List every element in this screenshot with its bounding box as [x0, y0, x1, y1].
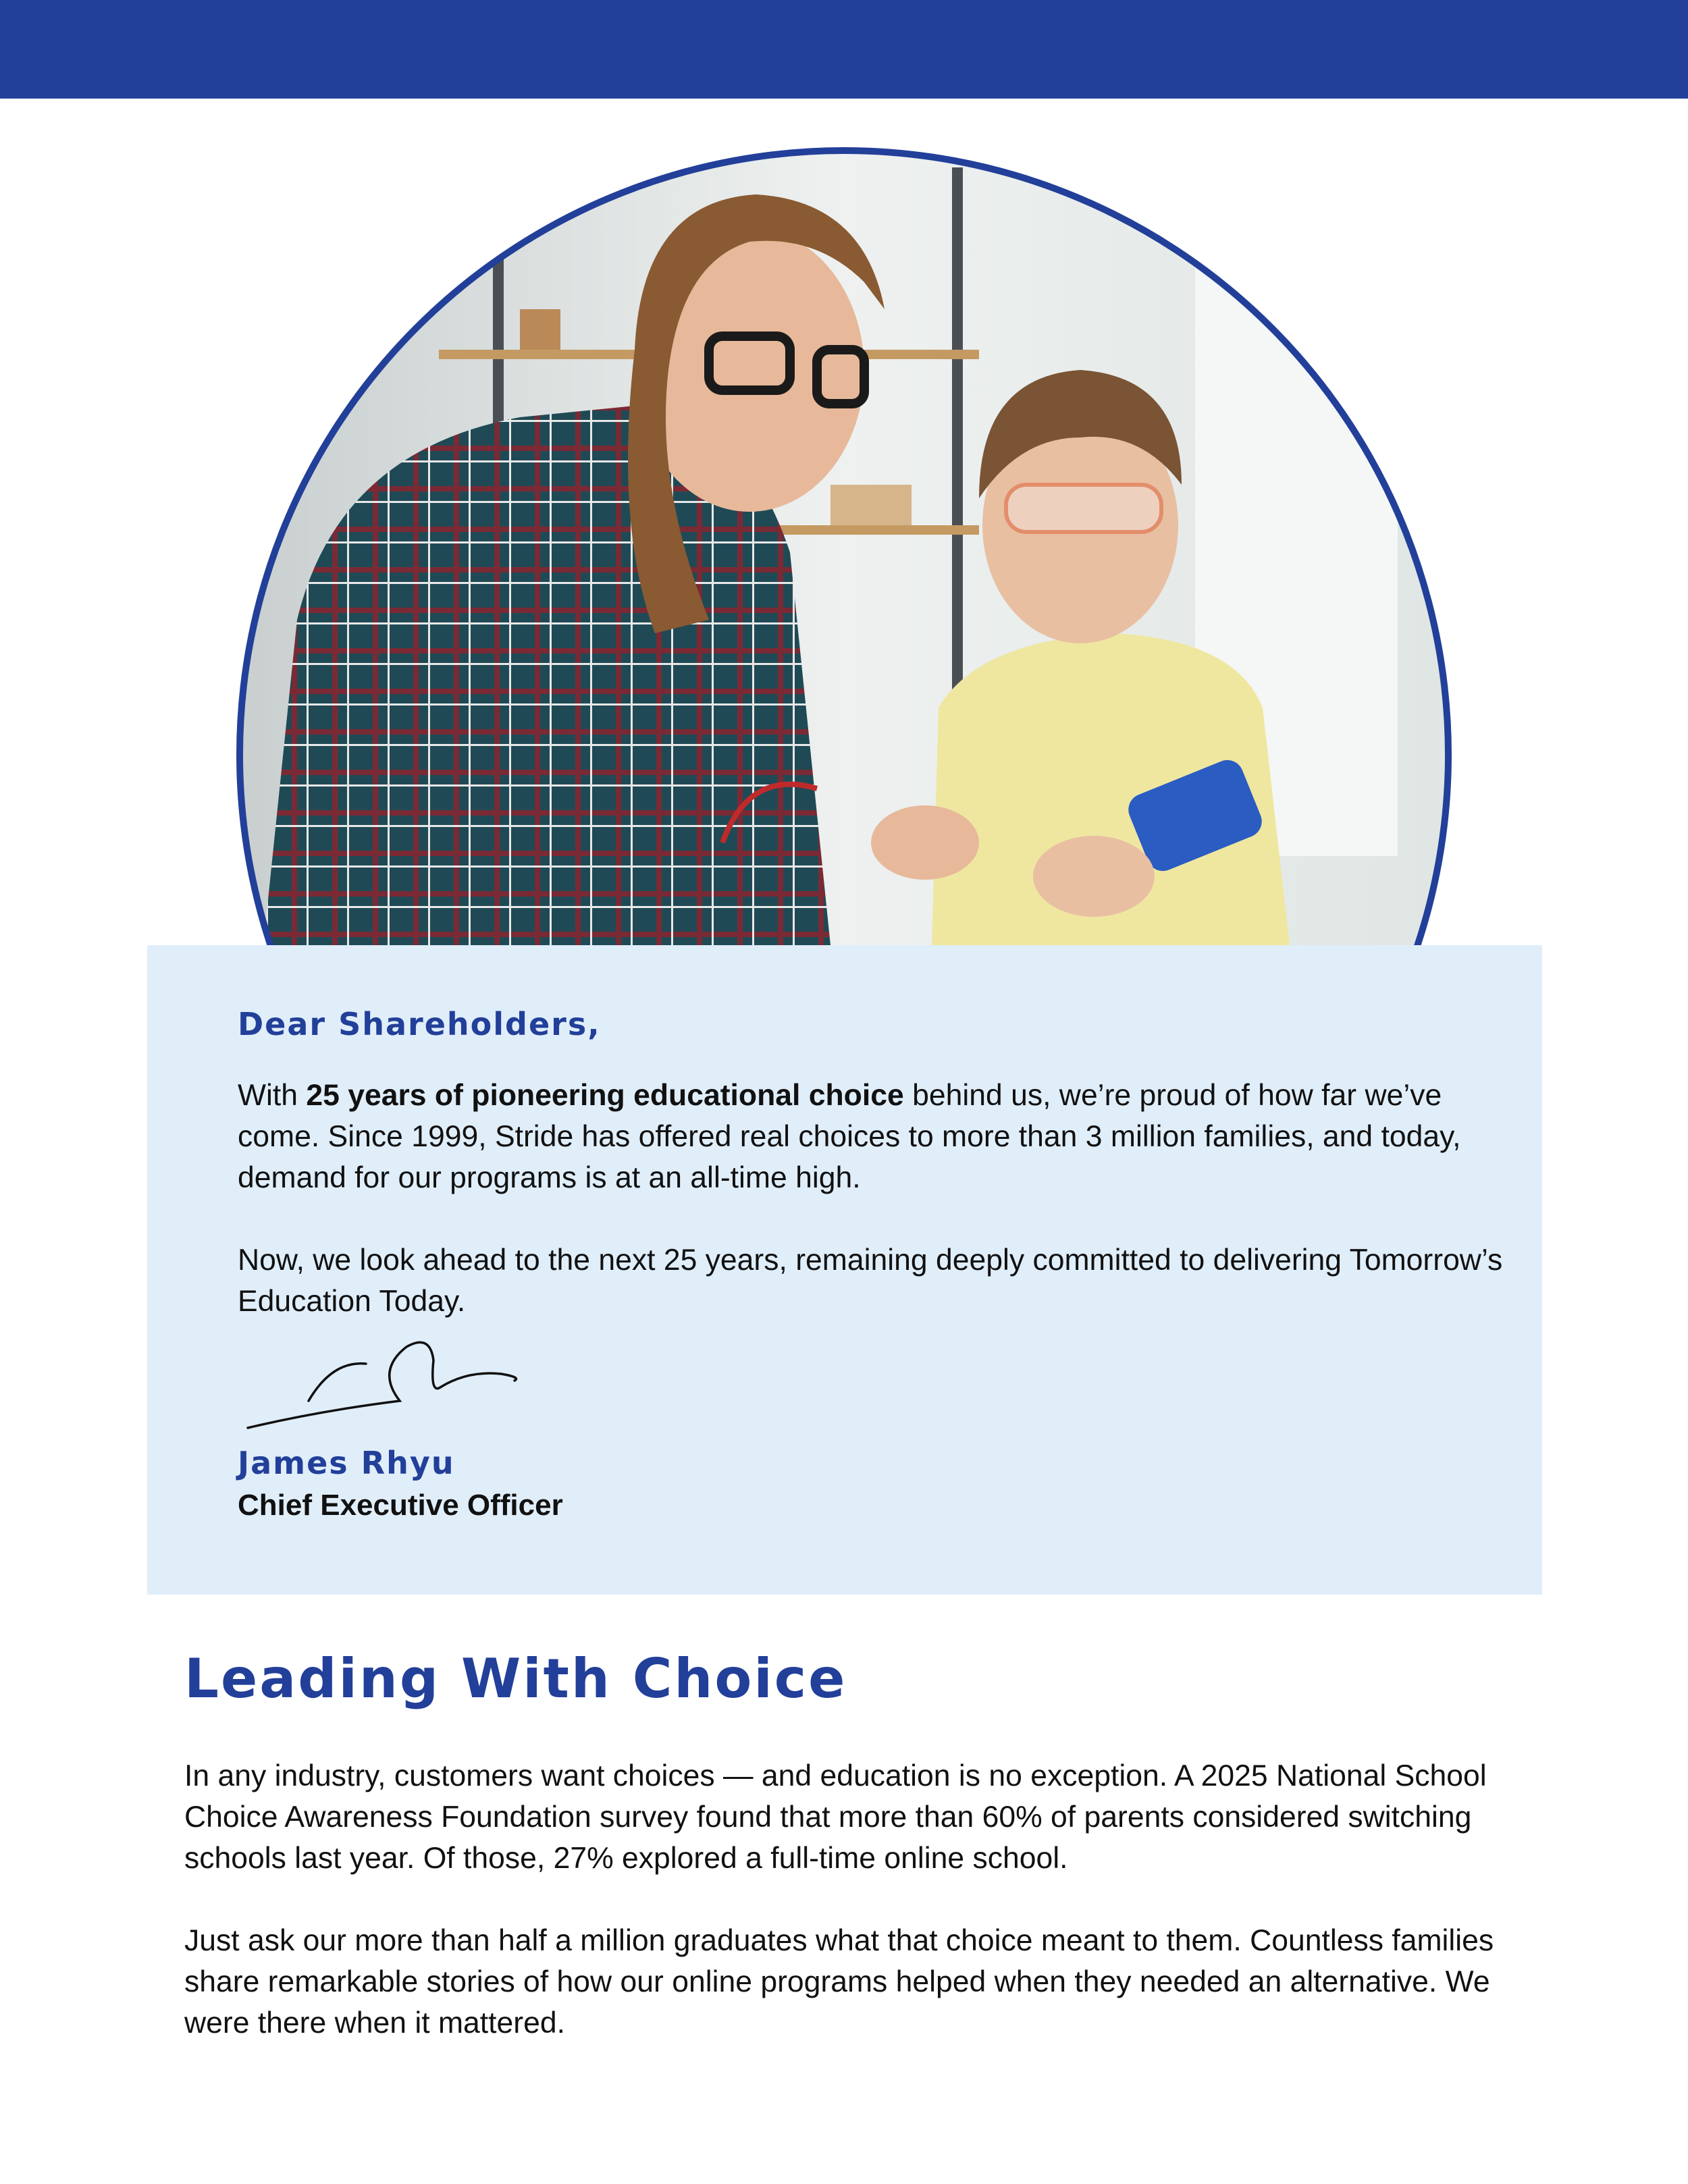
- signer-title: Chief Executive Officer: [238, 1489, 563, 1522]
- letter-p1-bold: 25 years of pioneering educational choice: [306, 1079, 904, 1112]
- letter-p1-lead: With: [238, 1079, 307, 1112]
- letter-greeting: Dear Shareholders,: [238, 1006, 601, 1042]
- section-paragraph-2: Just ask our more than half a million graduates what that choice meant to them. Countless families share remarkable stories of how our online programs helped when they needed an alternative. We were there when it mattered.: [184, 1924, 1494, 2040]
- signer-name: James Rhyu: [238, 1445, 455, 1481]
- letter-paragraph-1: [238, 1075, 1507, 1198]
- letter-p1-rest: behind us, we’re proud of how far we’ve come. Since 1999, Stride has offered real choices to more than 3 million families, and today, demand for our programs is at an all-time high.: [238, 1079, 1461, 1194]
- letter-paragraph-2: Now, we look ahead to the next 25 years, remaining deeply committed to delivering Tomorrow’s Education Today.: [238, 1244, 1503, 1318]
- section-heading: Leading With Choice: [184, 1647, 847, 1710]
- teacher-and-student-photo: [236, 147, 1452, 945]
- section-paragraph-1: In any industry, customers want choices — and education is no exception. A 2025 National School Choice Awareness Foundation survey found that more than 60% of parents considered switching schools last year. Of those, 27% explored a full-time online school.: [184, 1759, 1487, 1875]
- top-banner: [0, 0, 1688, 99]
- signature-icon: [238, 1333, 528, 1435]
